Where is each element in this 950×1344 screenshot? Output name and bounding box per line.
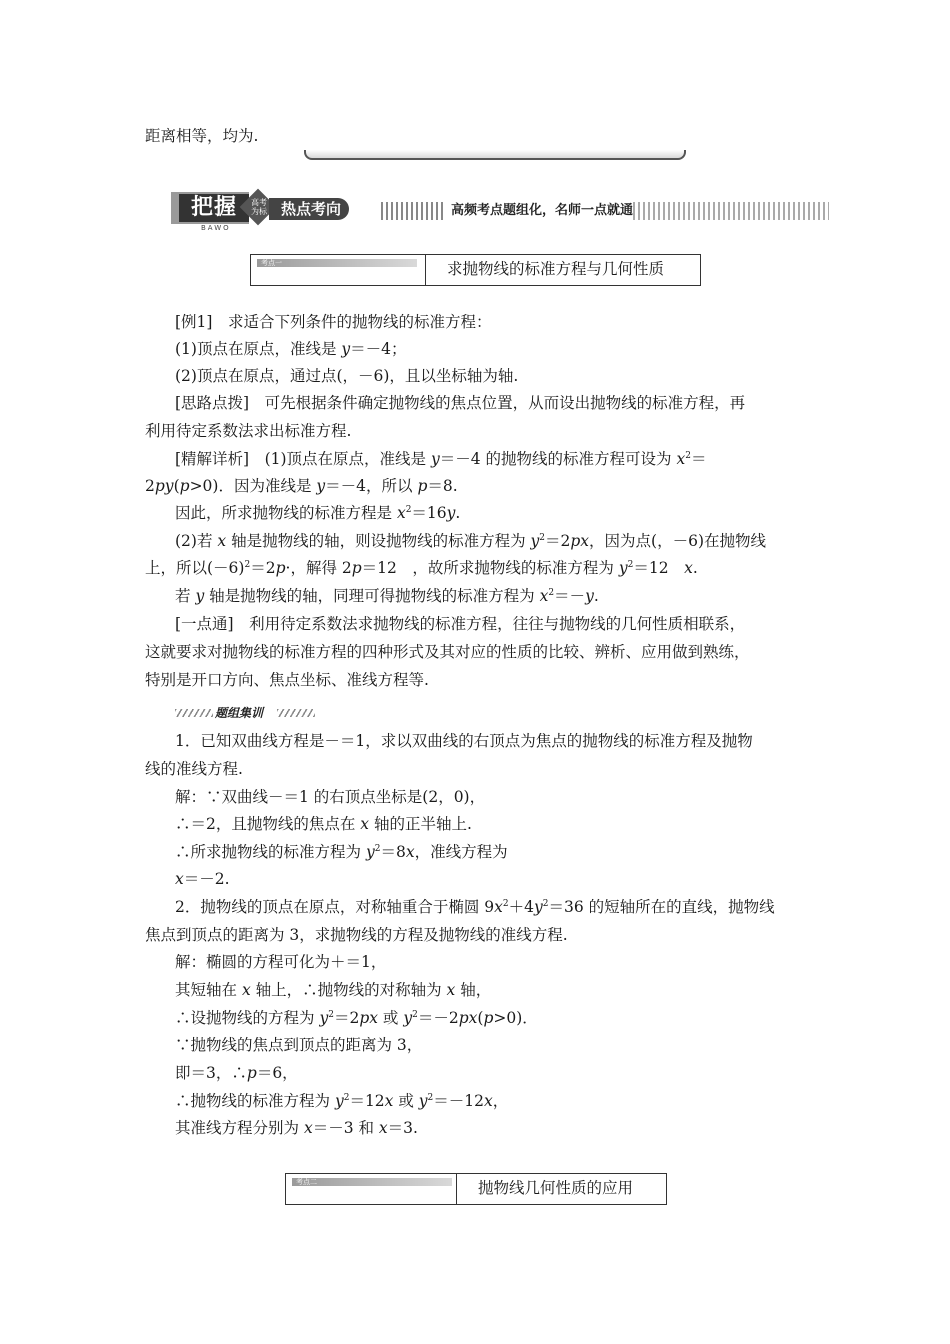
- solution-line: ∴抛物线的标准方程为 $y^2=12x$ 或 $y^2=-12x$，: [175, 1092, 509, 1110]
- solution-line: ∴设抛物线的方程为 $y^2=2px$ 或 $y^2=-2px(p>0)$．: [175, 1009, 538, 1027]
- text-line: (2)若 x 轴是抛物线的轴，则设抛物线的标准方程为 $y^2=2px$，因为点(，－6)在抛物线: [175, 532, 767, 550]
- solution-line: x＝－2.: [175, 870, 230, 888]
- banner-slogan: 高频考点题组化，名师一点就通: [451, 203, 634, 218]
- topic-separator: [425, 255, 426, 285]
- banner-stripes-right: [633, 202, 829, 220]
- practice-header: [175, 706, 315, 720]
- exercise-line: 2．抛物线的顶点在原点，对称轴重合于椭圆 $9x^2+4y^2=36$ 的短轴所在的直线，抛物线: [175, 898, 775, 916]
- text-line: [思路点拨] 可先根据条件确定抛物线的焦点位置，从而设出抛物线的标准方程，再: [175, 394, 746, 412]
- topic-title: 抛物线几何性质的应用: [478, 1179, 634, 1197]
- solution-line: 即＝3，∴p＝6，: [175, 1064, 298, 1082]
- text-line: 若 y 轴是抛物线的轴，同理可得抛物线的标准方程为 $x^2=-y$.: [175, 587, 599, 605]
- practice-hatch-right: [277, 709, 315, 717]
- section-divider: [304, 150, 686, 160]
- topic-separator: [456, 1174, 457, 1204]
- solution-line: 解：椭圆的方程可化为＋＝1，: [175, 953, 387, 971]
- banner-stripes: [381, 202, 443, 220]
- banner-main-title: 把握: [179, 194, 249, 222]
- topic-tag: 考点二: [292, 1178, 452, 1186]
- practice-title: 题组集训: [215, 706, 264, 720]
- solution-line: 其准线方程分别为 x＝－3 和 x＝3.: [175, 1119, 418, 1137]
- text-line: 这就要求对抛物线的标准方程的四种形式及其对应的性质的比较、辨析、应用做到熟练，: [145, 643, 750, 661]
- banner-pinyin: BAWO: [201, 224, 231, 232]
- text-line: 利用待定系数法求出标准方程.: [145, 422, 352, 440]
- example-line: (1)顶点在原点，准线是 y＝－4；: [175, 340, 407, 358]
- continued-text: 距离相等，均为.: [145, 127, 259, 145]
- banner-topic: 热点考向: [269, 198, 349, 220]
- text-line: 因此，所求抛物线的标准方程是 $x^2=16y$.: [175, 504, 461, 522]
- exercise-line: 焦点到顶点的距离为 3，求抛物线的方程及抛物线的准线方程.: [145, 926, 568, 944]
- solution-line: 其短轴在 x 轴上，∴抛物线的对称轴为 x 轴，: [175, 981, 492, 999]
- banner-subtitle: 高考 为标: [251, 198, 267, 216]
- topic-tag: 考点一: [257, 259, 417, 267]
- exercise-line: 1．已知双曲线方程是－＝1，求以双曲线的右顶点为焦点的抛物线的标准方程及抛物: [175, 732, 753, 750]
- example-line: [例1] 求适合下列条件的抛物线的标准方程：: [175, 313, 492, 331]
- example-line: (2)顶点在原点，通过点(，－6)，且以坐标轴为轴.: [175, 367, 519, 385]
- solution-line: ∴＝2，且抛物线的焦点在 x 轴的正半轴上.: [175, 815, 472, 833]
- section-banner: [163, 190, 829, 234]
- topic-box-1: [250, 254, 701, 286]
- exercise-line: 线的准线方程.: [145, 760, 243, 778]
- topic-title: 求抛物线的标准方程与几何性质: [447, 260, 665, 278]
- text-line: [精解详析] (1)顶点在原点，准线是 y＝－4 的抛物线的标准方程可设为 $x^2=$: [175, 450, 707, 468]
- solution-line: ∴所求抛物线的标准方程为 $y^2=8x$，准线方程为: [175, 843, 508, 861]
- text-line: 特别是开口方向、焦点坐标、准线方程等.: [145, 671, 429, 689]
- text-line: [一点通] 利用待定系数法求抛物线的标准方程，往往与抛物线的几何性质相联系，: [175, 615, 746, 633]
- text-line: 2py(p>0)．因为准线是 y＝－4，所以 p＝8.: [145, 477, 458, 495]
- solution-line: ∵抛物线的焦点到顶点的距离为 3，: [175, 1036, 423, 1054]
- text-line: 上，所以$(-6)^2=2p\cdot$，解得 2p＝12 ，故所求抛物线的标准方程为 $y^2=12$ x.: [145, 559, 698, 577]
- topic-box-2: [285, 1173, 667, 1205]
- solution-line: 解：∵双曲线－＝1 的右顶点坐标是(2，0)，: [175, 788, 486, 806]
- practice-hatch-left: [175, 709, 213, 717]
